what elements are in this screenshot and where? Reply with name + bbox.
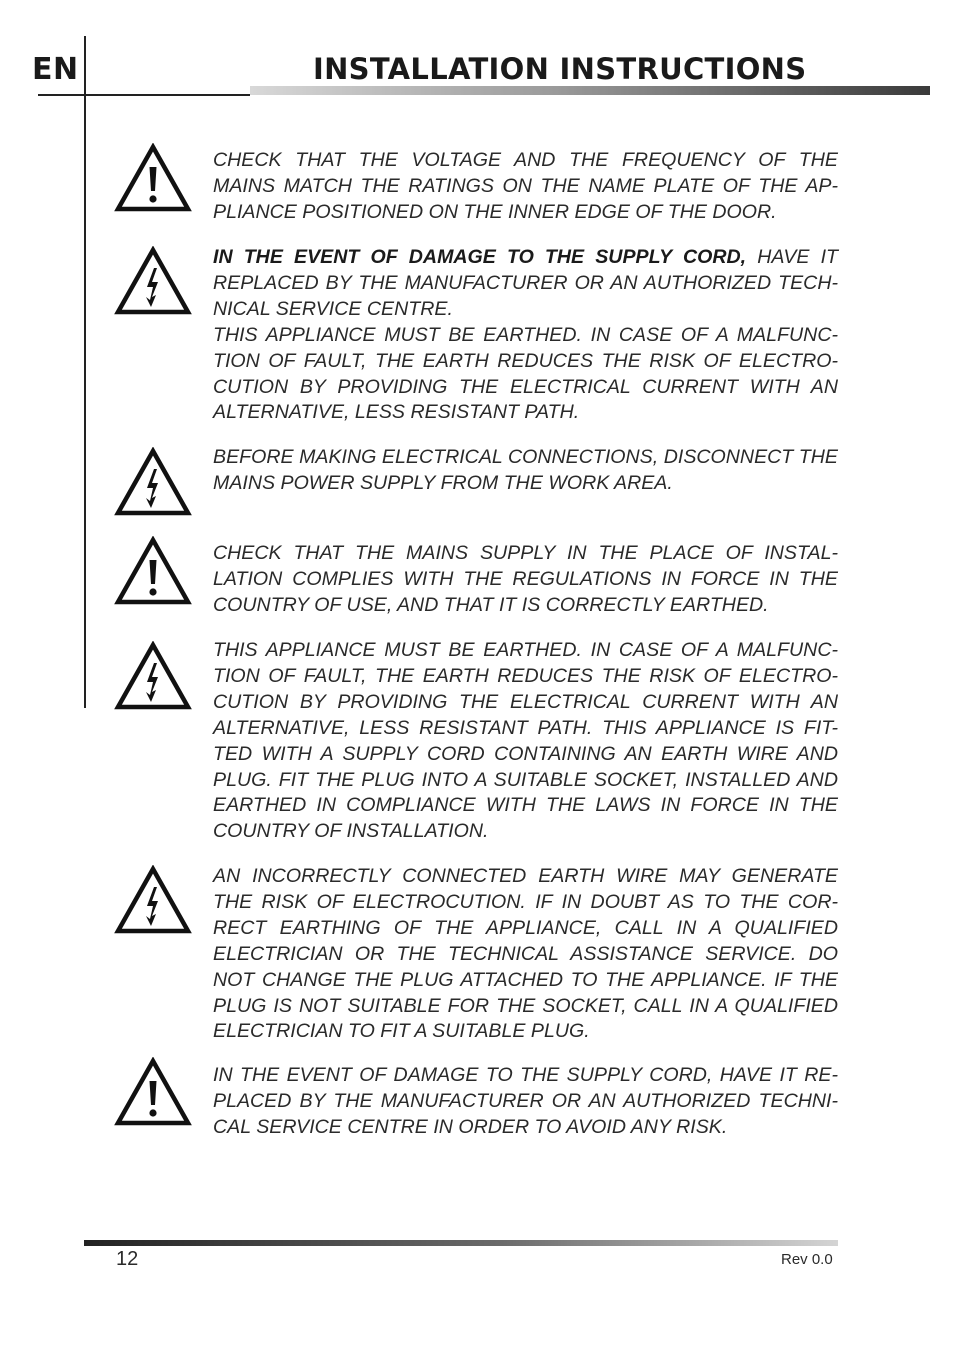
electric-hazard-icon <box>114 246 192 316</box>
margin-rule <box>84 36 86 708</box>
warning-emphasis: IN THE EVENT OF DAMAGE TO THE SUPPLY CORD, <box>213 246 747 268</box>
warning-paragraph <box>213 638 838 845</box>
warning-body: CHECK THAT THE MAINS SUPPLY IN THE PLACE OF INSTAL-LATION COMPLIES WITH THE REGULATIONS IN FORCE IN THE COUNTRY OF USE, AND THAT IT IS CORRECTLY EARTHED. <box>213 542 838 616</box>
electric-hazard-icon <box>114 641 192 711</box>
warning-text <box>213 638 838 845</box>
warning-paragraph <box>213 541 838 619</box>
warning-body: AN INCORRECTLY CONNECTED EARTH WIRE MAY GENERATE THE RISK OF ELECTROCUTION. IF IN DOUBT AS TO THE COR-RECT EARTHING OF THE APPLIANCE, CALL IN A QUALIFIED ELECTRICIAN OR THE TECHNICAL ASSISTANCE SERVICE. DO NOT CHANGE THE PLUG ATTACHED TO THE APPLIANCE. IF THE PLUG IS NOT SUITABLE FOR THE SOCKET, CALL IN A QUALIFIED ELECTRICIAN TO FIT A SUITABLE PLUG. <box>213 865 838 1043</box>
warning-text <box>213 148 838 226</box>
exclamation-warning-icon <box>114 1057 192 1127</box>
footer-rule <box>84 1240 838 1246</box>
warning-body: IN THE EVENT OF DAMAGE TO THE SUPPLY CORD, HAVE IT RE-PLACED BY THE MANUFACTURER OR AN AUTHORIZED TECHNI-CAL SERVICE CENTRE IN ORDER TO AVOID ANY RISK. <box>213 1064 838 1138</box>
warning-text <box>213 245 838 426</box>
warning-text <box>213 445 838 497</box>
warning-body: HAVE IT REPLACED BY THE MANUFACTURER OR AN AUTHORIZED TECH-NICAL SERVICE CENTRE. <box>213 246 838 320</box>
warning-paragraph <box>213 1063 838 1141</box>
warning-body: THIS APPLIANCE MUST BE EARTHED. IN CASE OF A MALFUNC-TION OF FAULT, THE EARTH REDUCES THE RISK OF ELECTRO-CUTION BY PROVIDING THE ELECTRICAL CURRENT WITH AN ALTERNATIVE, LESS RESISTANT PATH. <box>213 323 838 424</box>
warning-body: THIS APPLIANCE MUST BE EARTHED. IN CASE OF A MALFUNC-TION OF FAULT, THE EARTH REDUCES THE RISK OF ELECTRO-CUTION BY PROVIDING THE ELECTRICAL CURRENT WITH AN ALTERNATIVE, LESS RESISTANT PATH. THIS APPLIANCE IS FIT-TED WITH A SUPPLY CORD CONTAINING AN EARTH WIRE AND PLUG. FIT THE PLUG INTO A SUITABLE SOCKET, INSTALLED AND EARTHED IN COMPLIANCE WITH THE LAWS IN FORCE IN THE COUNTRY OF INSTALLATION. <box>213 639 838 843</box>
title-underline-bar <box>250 86 930 95</box>
revision-label: Rev 0.0 <box>781 1251 833 1268</box>
warning-paragraph <box>213 245 838 323</box>
page-number: 12 <box>116 1248 139 1270</box>
warning-body: BEFORE MAKING ELECTRICAL CONNECTIONS, DISCONNECT THE MAINS POWER SUPPLY FROM THE WORK AREA. <box>213 446 838 494</box>
page-title: INSTALLATION INSTRUCTIONS <box>313 52 807 86</box>
electric-hazard-icon <box>114 865 192 935</box>
warning-paragraph <box>213 148 838 226</box>
warning-text <box>213 541 838 619</box>
header-rule <box>38 94 250 96</box>
warning-text <box>213 864 838 1045</box>
electric-hazard-icon <box>114 447 192 517</box>
exclamation-warning-icon <box>114 143 192 213</box>
exclamation-warning-icon <box>114 536 192 606</box>
warning-paragraph <box>213 323 838 427</box>
warning-body: CHECK THAT THE VOLTAGE AND THE FREQUENCY OF THE MAINS MATCH THE RATINGS ON THE NAME PLATE OF THE AP-PLIANCE POSITIONED ON THE INNER EDGE OF THE DOOR. <box>213 149 838 223</box>
warning-paragraph <box>213 864 838 1045</box>
warning-paragraph <box>213 445 838 497</box>
warning-text <box>213 1063 838 1141</box>
language-code: EN <box>32 52 79 87</box>
